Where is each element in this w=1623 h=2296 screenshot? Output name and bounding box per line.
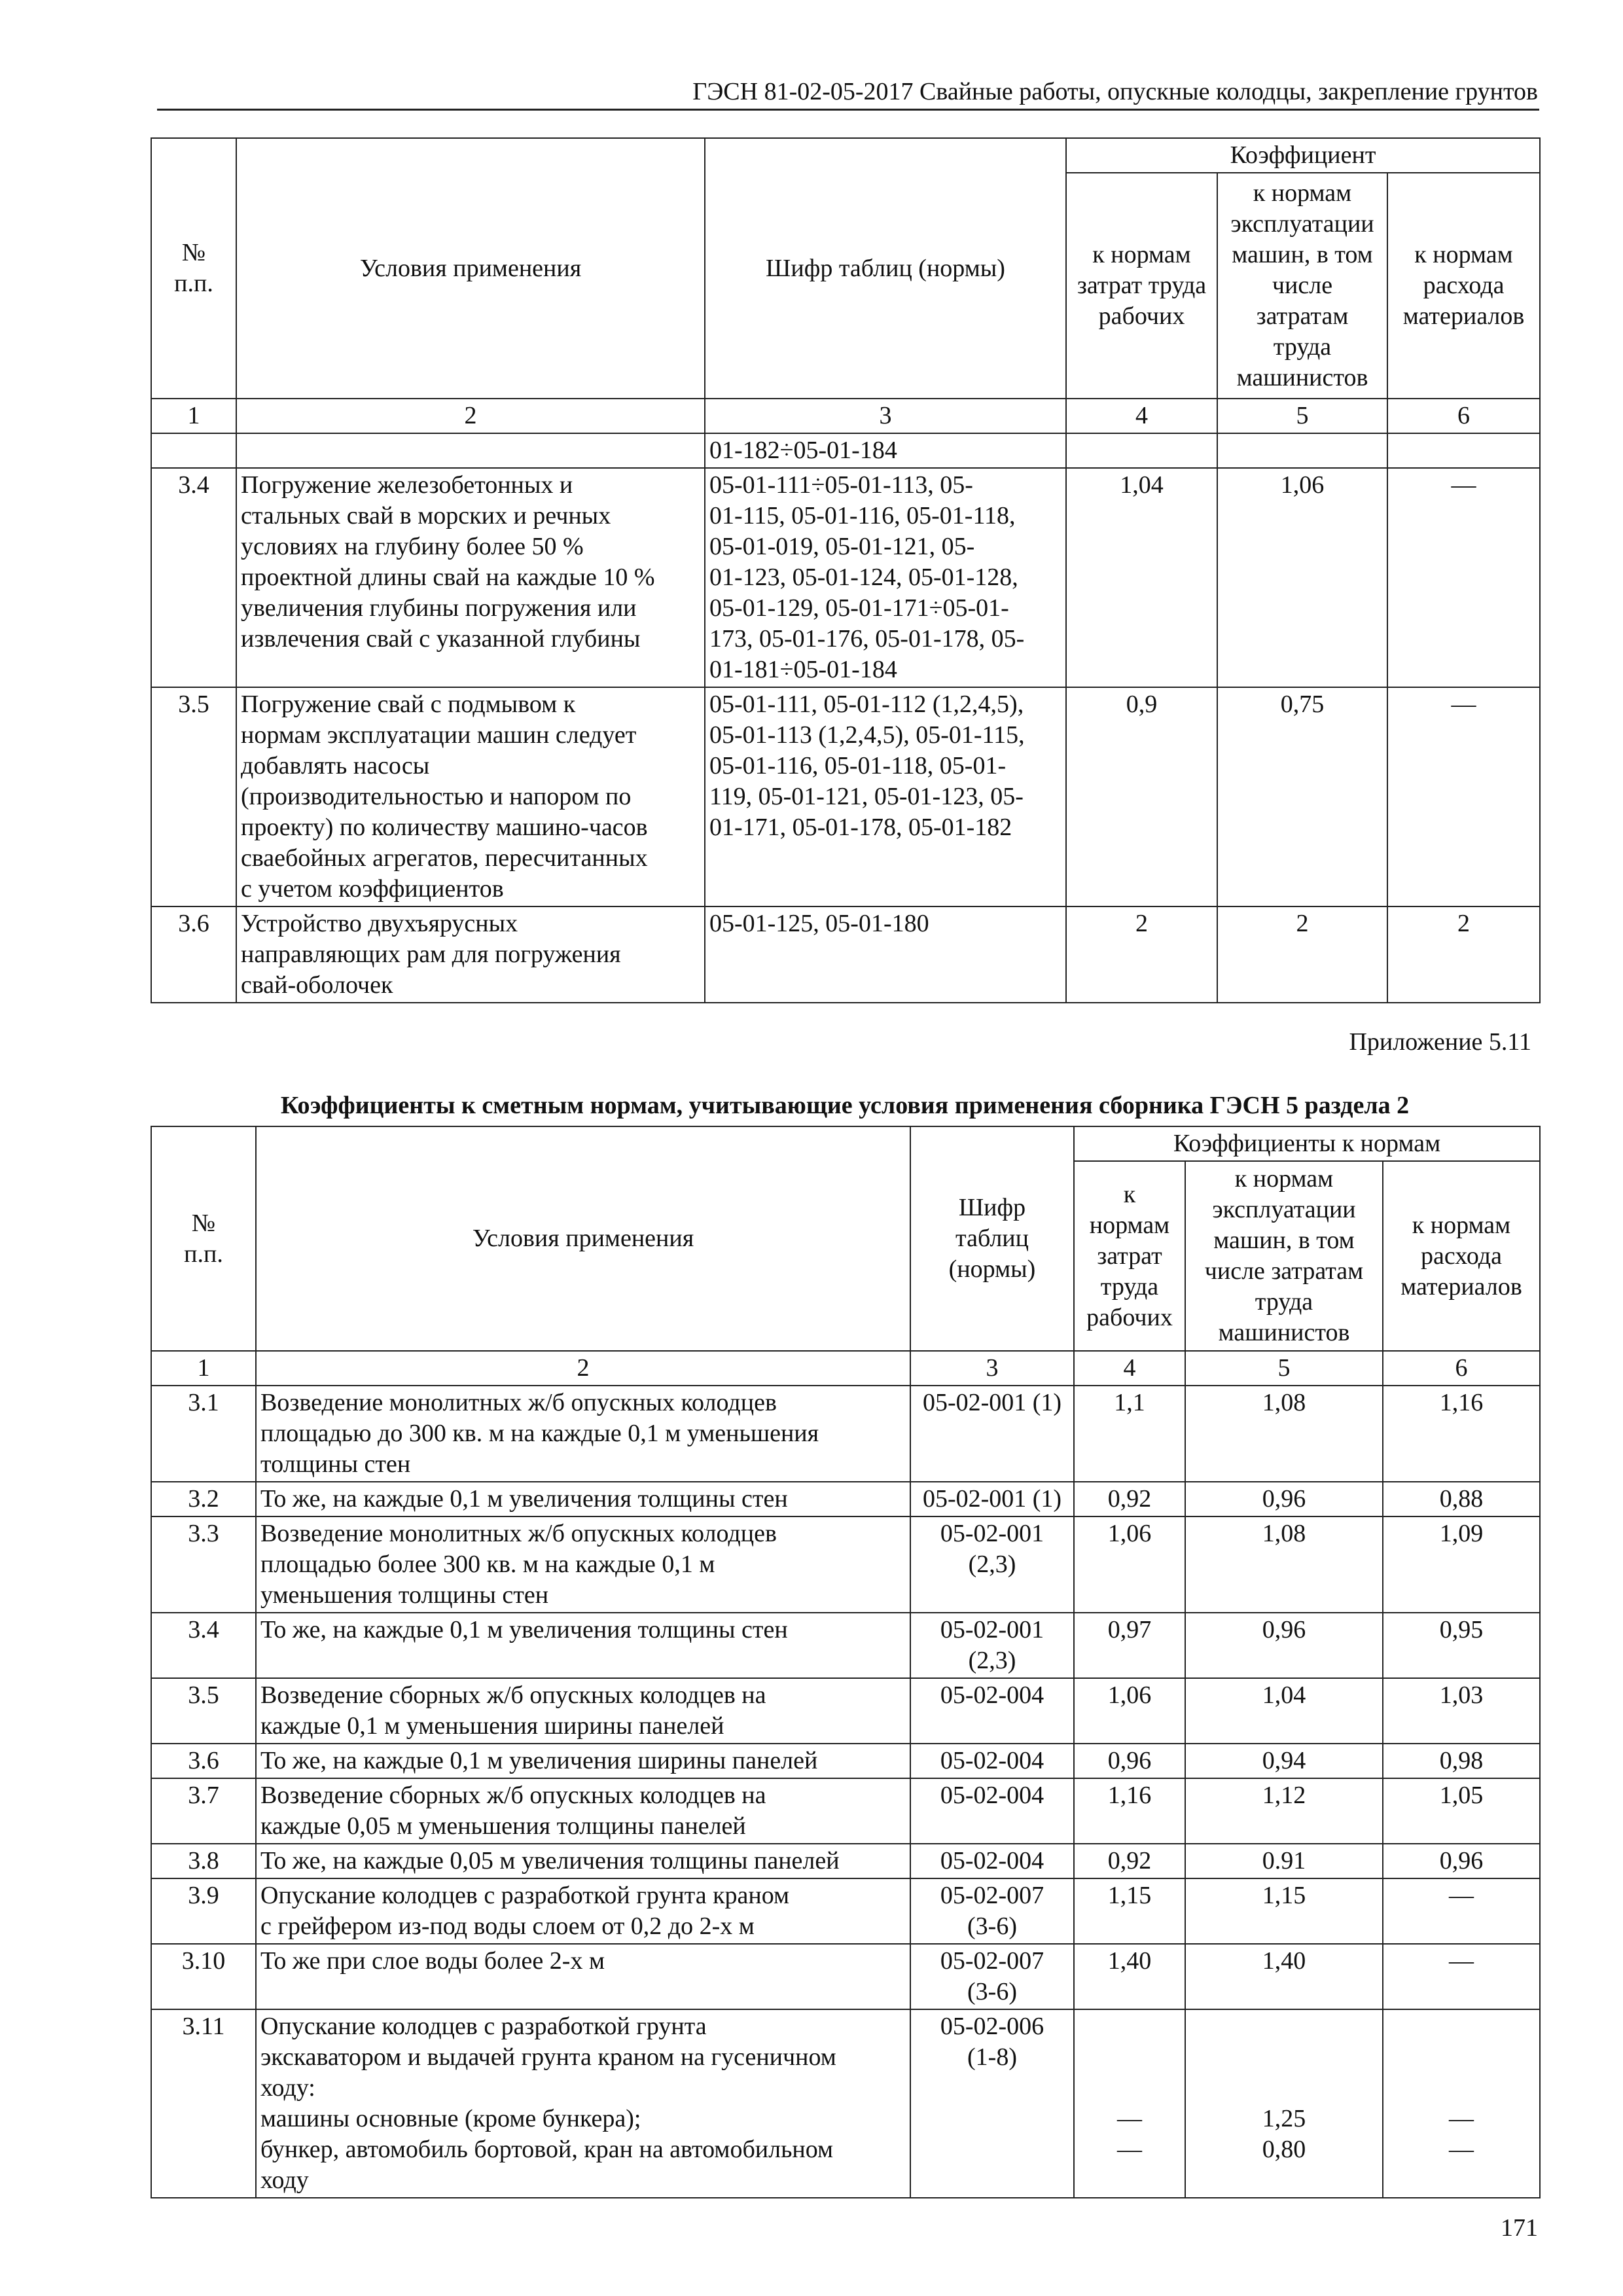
row-conditions: Возведение монолитных ж/б опускных колодцев площадью до 300 кв. м на каждые 0,1 м уменьшения толщины стен bbox=[256, 1386, 910, 1482]
col-number: 6 bbox=[1387, 399, 1540, 433]
table-row bbox=[151, 1678, 1540, 1744]
row-machines: 1,06 bbox=[1217, 468, 1387, 687]
row-conditions: То же, на каждые 0,1 м увеличения толщины стен bbox=[256, 1613, 910, 1678]
row-code: 05-02-007 (3-6) bbox=[910, 1944, 1074, 2009]
table-row bbox=[151, 1613, 1540, 1678]
row-code: 05-02-001 (2,3) bbox=[910, 1613, 1074, 1678]
row-conditions: То же, на каждые 0,1 м увеличения толщины стен bbox=[256, 1482, 910, 1516]
row-conditions: Устройство двухъярусных направляющих рам для погружения свай-оболочек bbox=[236, 906, 705, 1003]
page-number: 171 bbox=[1501, 2214, 1538, 2242]
row-code: 05-02-007 (3-6) bbox=[910, 1878, 1074, 1944]
table-row bbox=[151, 1878, 1540, 1944]
col-header-coef-materials: к нормам расхода материалов bbox=[1387, 173, 1540, 399]
col-number: 5 bbox=[1185, 1351, 1383, 1386]
table-row bbox=[151, 1482, 1540, 1516]
row-code: 05-02-001 (2,3) bbox=[910, 1516, 1074, 1613]
row-materials: 1,09 bbox=[1383, 1516, 1540, 1613]
col-header-conditions: Условия применения bbox=[256, 1126, 910, 1351]
table-row bbox=[151, 1844, 1540, 1878]
row-num: 3.8 bbox=[151, 1844, 256, 1878]
table-row bbox=[151, 2009, 1540, 2198]
row-labor: 0,96 bbox=[1074, 1744, 1185, 1778]
row-code: 05-01-111, 05-01-112 (1,2,4,5), 05-01-113 (1,2,4,5), 05-01-115, 05-01-116, 05-01-118, 05-01- 119, 05-01-121, 05-01-123, 05- 01-171, 05-01-178, 05-01-182 bbox=[705, 687, 1066, 906]
row-num: 3.10 bbox=[151, 1944, 256, 2009]
col-header-coef-materials: к нормам расхода материалов bbox=[1383, 1161, 1540, 1351]
col-number-row bbox=[151, 1351, 1540, 1386]
row-labor: 1,16 bbox=[1074, 1778, 1185, 1844]
col-header-coef-group: Коэффициенты к нормам bbox=[1074, 1126, 1540, 1161]
row-labor: 1,15 bbox=[1074, 1878, 1185, 1944]
row-materials: 0,95 bbox=[1383, 1613, 1540, 1678]
row-machines: 1,12 bbox=[1185, 1778, 1383, 1844]
row-labor: — — bbox=[1074, 2009, 1185, 2198]
row-conditions: Возведение сборных ж/б опускных колодцев на каждые 0,1 м уменьшения ширины панелей bbox=[256, 1678, 910, 1744]
col-header-conditions: Условия применения bbox=[236, 138, 705, 399]
row-labor: 0,92 bbox=[1074, 1482, 1185, 1516]
row-materials: 1,03 bbox=[1383, 1678, 1540, 1744]
row-conditions bbox=[236, 433, 705, 468]
row-conditions: Погружение железобетонных и стальных свай в морских и речных условиях на глубину более 50 % проектной длины свай на каждые 10 % увеличения глубины погружения или извлечения свай с указанной глубины bbox=[236, 468, 705, 687]
row-num: 3.6 bbox=[151, 906, 236, 1003]
row-code: 05-02-006 (1-8) bbox=[910, 2009, 1074, 2198]
col-number: 4 bbox=[1066, 399, 1217, 433]
row-machines: 1,25 0,80 bbox=[1185, 2009, 1383, 2198]
col-header-coef-labor: к нормам затрат труда рабочих bbox=[1066, 173, 1217, 399]
table-row bbox=[151, 906, 1540, 1003]
row-conditions: Опускание колодцев с разработкой грунта краном с грейфером из-под воды слоем от 0,2 до 2-х м bbox=[256, 1878, 910, 1944]
row-code: 05-02-004 bbox=[910, 1744, 1074, 1778]
table-row bbox=[151, 1516, 1540, 1613]
row-num: 3.1 bbox=[151, 1386, 256, 1482]
row-materials: 0,98 bbox=[1383, 1744, 1540, 1778]
table-row bbox=[151, 1744, 1540, 1778]
row-machines: 0,96 bbox=[1185, 1613, 1383, 1678]
row-num: 3.4 bbox=[151, 468, 236, 687]
col-header-num: № п.п. bbox=[151, 1126, 256, 1351]
row-labor: 0,92 bbox=[1074, 1844, 1185, 1878]
col-header-coef-machines: к нормам эксплуатации машин, в том числе затратам труда машинистов bbox=[1217, 173, 1387, 399]
row-labor: 1,06 bbox=[1074, 1516, 1185, 1613]
row-num: 3.7 bbox=[151, 1778, 256, 1844]
row-labor bbox=[1066, 433, 1217, 468]
row-materials: — bbox=[1387, 687, 1540, 906]
col-header-code: Шифр таблиц (нормы) bbox=[705, 138, 1066, 399]
row-labor: 2 bbox=[1066, 906, 1217, 1003]
col-number: 3 bbox=[705, 399, 1066, 433]
col-number: 2 bbox=[256, 1351, 910, 1386]
header-divider bbox=[157, 109, 1539, 111]
row-materials: — — bbox=[1383, 2009, 1540, 2198]
row-machines: 0,75 bbox=[1217, 687, 1387, 906]
row-materials: 1,16 bbox=[1383, 1386, 1540, 1482]
row-labor: 0,9 bbox=[1066, 687, 1217, 906]
row-materials: — bbox=[1383, 1878, 1540, 1944]
col-header-num: № п.п. bbox=[151, 138, 236, 399]
row-machines: 0.91 bbox=[1185, 1844, 1383, 1878]
table-row bbox=[151, 687, 1540, 906]
row-conditions: Опускание колодцев с разработкой грунта экскаватором и выдачей грунта краном на гусеничном ходу: машины основные (кроме бункера); бункер, автомобиль бортовой, кран на автомобильном ходу bbox=[256, 2009, 910, 2198]
row-machines bbox=[1217, 433, 1387, 468]
row-materials: — bbox=[1387, 468, 1540, 687]
row-labor: 0,97 bbox=[1074, 1613, 1185, 1678]
table-row bbox=[151, 468, 1540, 687]
row-conditions: То же, на каждые 0,1 м увеличения ширины панелей bbox=[256, 1744, 910, 1778]
row-num bbox=[151, 433, 236, 468]
col-number: 3 bbox=[910, 1351, 1074, 1386]
row-code: 05-02-004 bbox=[910, 1778, 1074, 1844]
row-materials: 2 bbox=[1387, 906, 1540, 1003]
row-machines: 1,08 bbox=[1185, 1516, 1383, 1613]
table-row bbox=[151, 433, 1540, 468]
row-materials: — bbox=[1383, 1944, 1540, 2009]
col-number: 1 bbox=[151, 1351, 256, 1386]
row-machines: 1,15 bbox=[1185, 1878, 1383, 1944]
row-code: 05-01-111÷05-01-113, 05- 01-115, 05-01-116, 05-01-118, 05-01-019, 05-01-121, 05- 01-123, 05-01-124, 05-01-128, 05-01-129, 05-01-171÷05-01- 173, 05-01-176, 05-01-178, 05- 01-181÷05-01-184 bbox=[705, 468, 1066, 687]
row-num: 3.9 bbox=[151, 1878, 256, 1944]
row-machines: 2 bbox=[1217, 906, 1387, 1003]
row-materials: 1,05 bbox=[1383, 1778, 1540, 1844]
appendix-label: Приложение 5.11 bbox=[1349, 1028, 1531, 1056]
row-labor: 1,40 bbox=[1074, 1944, 1185, 2009]
row-materials: 0,88 bbox=[1383, 1482, 1540, 1516]
running-header: ГЭСН 81-02-05-2017 Свайные работы, опускные колодцы, закрепление грунтов bbox=[692, 78, 1538, 105]
row-materials bbox=[1387, 433, 1540, 468]
row-num: 3.5 bbox=[151, 687, 236, 906]
table-row bbox=[151, 1944, 1540, 2009]
col-number: 4 bbox=[1074, 1351, 1185, 1386]
row-machines: 0,94 bbox=[1185, 1744, 1383, 1778]
table-row bbox=[151, 1778, 1540, 1844]
row-conditions: То же при слое воды более 2-х м bbox=[256, 1944, 910, 2009]
row-labor: 1,1 bbox=[1074, 1386, 1185, 1482]
table-caption: Коэффициенты к сметным нормам, учитывающие условия применения сборника ГЭСН 5 раздела 2 bbox=[280, 1092, 1410, 1119]
row-machines: 1,08 bbox=[1185, 1386, 1383, 1482]
col-number-row bbox=[151, 399, 1540, 433]
row-conditions: Возведение монолитных ж/б опускных колодцев площадью более 300 кв. м на каждые 0,1 м уменьшения толщины стен bbox=[256, 1516, 910, 1613]
row-labor: 1,06 bbox=[1074, 1678, 1185, 1744]
table-row bbox=[151, 1386, 1540, 1482]
row-conditions: То же, на каждые 0,05 м увеличения толщины панелей bbox=[256, 1844, 910, 1878]
row-machines: 1,40 bbox=[1185, 1944, 1383, 2009]
col-header-code: Шифр таблиц (нормы) bbox=[910, 1126, 1074, 1351]
row-materials: 0,96 bbox=[1383, 1844, 1540, 1878]
col-header-coef-labor: к нормам затрат труда рабочих bbox=[1074, 1161, 1185, 1351]
coefficients-table-2 bbox=[151, 1126, 1541, 2198]
col-number: 5 bbox=[1217, 399, 1387, 433]
row-conditions: Погружение свай с подмывом к нормам эксплуатации машин следует добавлять насосы (производительностью и напором по проекту) по количеству машино-часов сваебойных агрегатов, пересчитанных с учетом коэффициентов bbox=[236, 687, 705, 906]
col-number: 2 bbox=[236, 399, 705, 433]
row-machines: 0,96 bbox=[1185, 1482, 1383, 1516]
coefficients-table-1 bbox=[151, 137, 1541, 1003]
row-code: 05-02-004 bbox=[910, 1844, 1074, 1878]
col-number: 1 bbox=[151, 399, 236, 433]
row-num: 3.6 bbox=[151, 1744, 256, 1778]
row-code: 01-182÷05-01-184 bbox=[705, 433, 1066, 468]
col-header-coef-machines: к нормам эксплуатации машин, в том числе затратам труда машинистов bbox=[1185, 1161, 1383, 1351]
row-num: 3.4 bbox=[151, 1613, 256, 1678]
row-num: 3.3 bbox=[151, 1516, 256, 1613]
row-code: 05-02-001 (1) bbox=[910, 1386, 1074, 1482]
row-code: 05-01-125, 05-01-180 bbox=[705, 906, 1066, 1003]
row-num: 3.11 bbox=[151, 2009, 256, 2198]
row-machines: 1,04 bbox=[1185, 1678, 1383, 1744]
col-header-coef-group: Коэффициент bbox=[1066, 138, 1540, 173]
col-number: 6 bbox=[1383, 1351, 1540, 1386]
row-labor: 1,04 bbox=[1066, 468, 1217, 687]
row-num: 3.5 bbox=[151, 1678, 256, 1744]
row-num: 3.2 bbox=[151, 1482, 256, 1516]
row-code: 05-02-001 (1) bbox=[910, 1482, 1074, 1516]
row-code: 05-02-004 bbox=[910, 1678, 1074, 1744]
row-conditions: Возведение сборных ж/б опускных колодцев на каждые 0,05 м уменьшения толщины панелей bbox=[256, 1778, 910, 1844]
